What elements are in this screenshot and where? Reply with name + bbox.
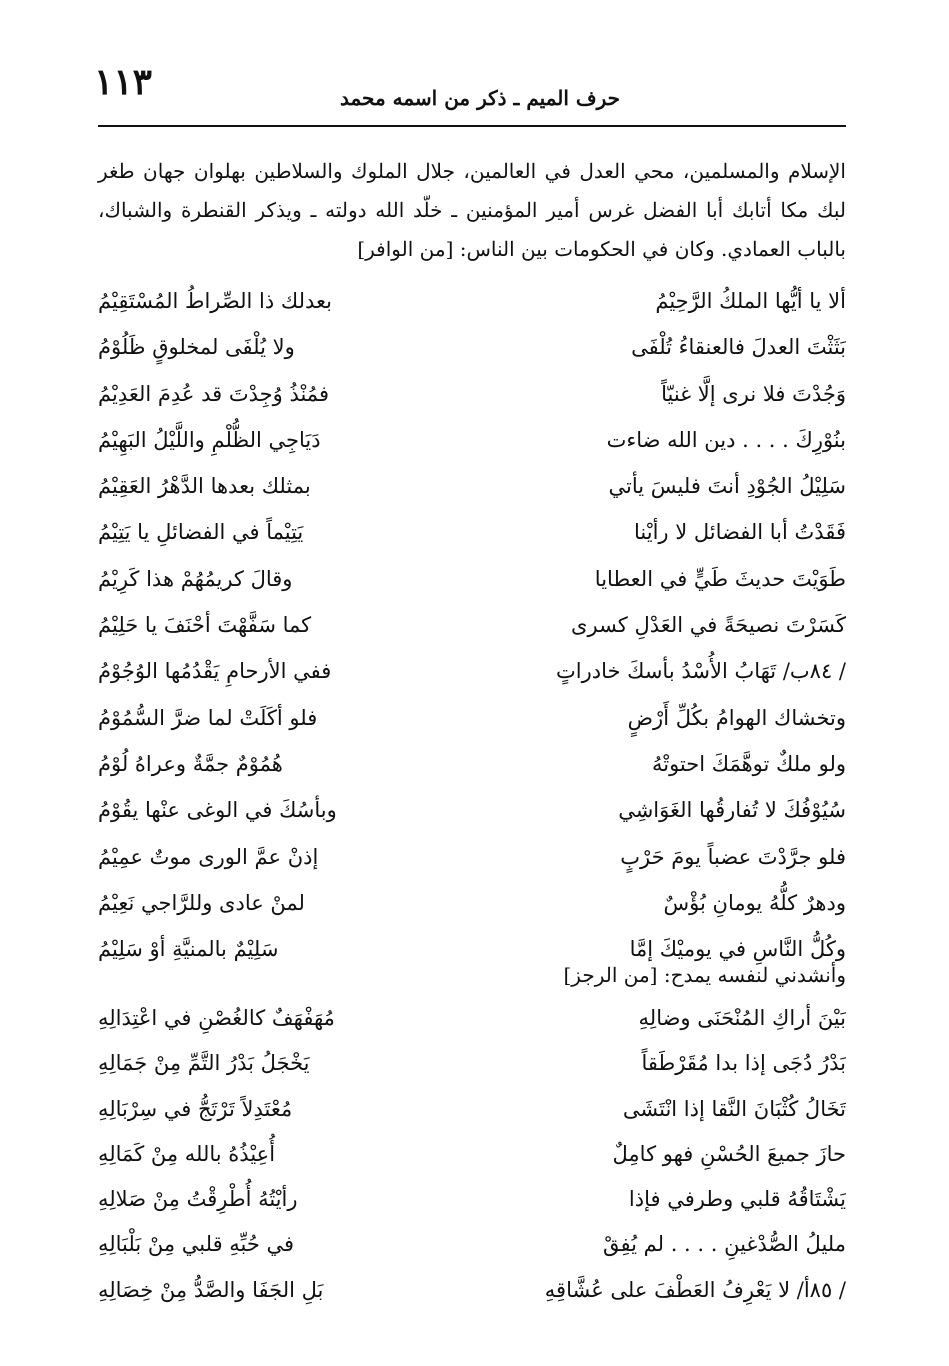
second-hemistich: مُهَفْهَفٌ كالغُصْنِ في اعْتِدَالِهِ	[98, 1006, 335, 1030]
second-hemistich: مُعْتَدِلاً تَرْتَجُّ في سِرْبَالِهِ	[98, 1096, 293, 1121]
second-hemistich: وبأسُكَ في الوغى عنْها يقُوْمُ	[98, 798, 337, 823]
verse-row	[98, 741, 846, 787]
verse-row	[98, 1221, 846, 1266]
intro-prose	[98, 152, 846, 269]
first-hemistich: بَدْرُ دُجَى إذا بدا مُقَرْطَقاً	[641, 1051, 846, 1076]
verse-row	[98, 324, 846, 370]
second-hemistich: ففي الأرحامِ يَقْدُمُها الوُجُوْمُ	[98, 659, 332, 684]
second-hemistich: يَخْجَلُ بَدْرُ التَّمِّ مِنْ جَمَالِهِ	[98, 1051, 310, 1076]
first-hemistich: ولو ملكٌ توهَّمَكَ احتوتْهُ	[651, 751, 846, 776]
intro-paragraph: الإسلام والمسلمين، محي العدل في العالمين، جلال الملوك والسلاطين بهلوان جهان طغر لبك مكا أتابك أبا الفضل غرس أمير المؤمنين ـ خلّد الله دولته ـ ويذكر القنطرة والشباك، بالباب العمادي. وكان في الحكومات بين الناس: [من الوافر]	[98, 159, 846, 261]
second-hemistich: يَتِيْماً في الفضائلِ يا يَتِيْمُ	[98, 520, 304, 545]
first-hemistich: حازَ جميعَ الحُسْنِ فهو كامِلٌ	[612, 1141, 846, 1166]
first-hemistich: / ٨٥أ/ لا يَعْرِفُ العَطْفَ على عُشَّاقِهِ	[544, 1277, 846, 1302]
first-hemistich: بَثَثْتَ العدلَ فالعنقاءُ تُلْفَى	[631, 335, 846, 360]
second-hemistich: رأيْتُهُ أُطْرِقْتُ مِنْ صَلالِهِ	[98, 1187, 298, 1212]
first-hemistich: سَلِيْلُ الجُوْدِ أنتَ فليسَ يأتي	[608, 474, 846, 499]
first-hemistich: يَشْتَاقُهُ قلبي وطرفي فإذا	[628, 1187, 846, 1212]
first-hemistich: تَخَالُ كُثْبَانَ النَّقا إذا انْتَشَى	[622, 1096, 846, 1121]
first-hemistich: طَوَيْتَ حديثَ طَيٍّ في العطايا	[594, 566, 846, 591]
verse-row	[98, 463, 846, 509]
second-hemistich: هُمُوْمٌ جمَّةٌ وعراهُ لُوْمُ	[98, 751, 283, 776]
verse-row	[98, 602, 846, 648]
second-hemistich: بَلِ الجَفَا والصَّدُّ مِنْ خِصَالِهِ	[98, 1277, 324, 1302]
second-hemistich: فمُنْذُ وُجِدْتَ قد عُدِمَ العَدِيْمُ	[98, 381, 329, 406]
verse-row	[98, 1040, 846, 1085]
interlude-line: وأنشدني لنفسه يمدح: [من الرجز]	[563, 963, 846, 987]
verse-row	[98, 880, 846, 926]
second-hemistich: كما سَفَّهْتَ أحْنَفَ يا حَلِيْمُ	[98, 613, 312, 638]
second-hemistich: لمنْ عادى وللرَّاجي نَعِيْمُ	[98, 890, 305, 915]
verse-row	[98, 1086, 846, 1131]
verse-row	[98, 371, 846, 417]
verse-row	[98, 995, 846, 1040]
second-hemistich: ولا يُلْفَى لمخلوقٍ ظَلُوْمُ	[98, 335, 295, 360]
first-hemistich: مليلُ الصُّدْغينِ . . . . لم يُفِقْ	[603, 1232, 846, 1257]
verse-row	[98, 695, 846, 741]
verse-row	[98, 834, 846, 880]
first-hemistich: فَقَدْتُ أبا الفضائل لا رأيْنا	[634, 520, 846, 545]
running-title: حرف الميم ـ ذكر من اسمه محمد	[339, 86, 620, 110]
first-hemistich: وَجُدْتَ فلا نرى إلَّا غنيّاً	[661, 381, 846, 406]
first-hemistich: فلو جرَّدْتَ عضباً يومَ حَرْبٍ	[620, 844, 846, 869]
verse-row	[98, 1176, 846, 1221]
second-hemistich: بعدلك ذا الصِّراطُ المُسْتَقِيْمُ	[98, 289, 332, 313]
second-hemistich: أُعِيْذُهُ بالله مِنْ كَمَالِهِ	[98, 1141, 276, 1166]
first-hemistich: كَسَرْتَ نصيحَةً في العَدْلِ كسرى	[571, 613, 846, 638]
second-hemistich: دَيَاجِي الظُّلْمِ واللَّيْلُ البَهِيْمُ	[98, 427, 321, 452]
second-hemistich: وقالَ كريمُهُمْ هذا كَرِيْمُ	[98, 566, 293, 591]
second-hemistich: إذنْ عمَّ الورى موتٌ عمِيْمُ	[98, 844, 319, 869]
first-hemistich: وتخشاك الهوامُ بكُلِّ أَرْضٍ	[627, 705, 846, 730]
verse-row	[98, 1267, 846, 1312]
first-hemistich: بَيْنَ أراكِ المُنْحَنَى وضالِهِ	[638, 1006, 846, 1030]
second-hemistich: بمثلك بعدها الدَّهْرُ العَقِيْمُ	[98, 474, 311, 499]
poem-2	[98, 995, 846, 1312]
second-hemistich: في حُبِّهِ قلبي مِنْ بَلْبَالِهِ	[98, 1232, 295, 1257]
verse-row	[98, 509, 846, 555]
verse-row	[98, 648, 846, 694]
first-hemistich: / ٨٤ب/ تَهَابُ الأُسْدُ بأسكَ خادراتٍ	[555, 659, 846, 684]
verse-row	[98, 1131, 846, 1176]
first-hemistich: ألا يا أيُّها الملكُ الرَّحِيْمُ	[655, 289, 846, 313]
verse-row	[98, 556, 846, 602]
verse-row	[98, 787, 846, 833]
second-hemistich: سَلِيْمٌ بالمنيَّةِ أوْ سَلِيْمُ	[98, 937, 279, 962]
header-rule	[98, 125, 846, 127]
second-hemistich: فلو أكَلَتْ لما ضرَّ السُّمُوْمُ	[98, 705, 318, 730]
first-hemistich: سُيُوْفُكَ لا تُفارقُها الغَوَاشِي	[618, 798, 846, 823]
first-hemistich: بنُوْرِكَ . . . . دين الله ضاءت	[606, 427, 846, 452]
verse-row	[98, 417, 846, 463]
verse-row	[98, 278, 846, 324]
page-number: ١١٣	[94, 61, 153, 103]
poem-1	[98, 278, 846, 972]
first-hemistich: ودهرٌ كلُّهُ يومانِ بُؤْسٌ	[663, 890, 846, 915]
first-hemistich: وكُلُّ النَّاسِ في يوميْكَ إمَّا	[629, 937, 846, 962]
